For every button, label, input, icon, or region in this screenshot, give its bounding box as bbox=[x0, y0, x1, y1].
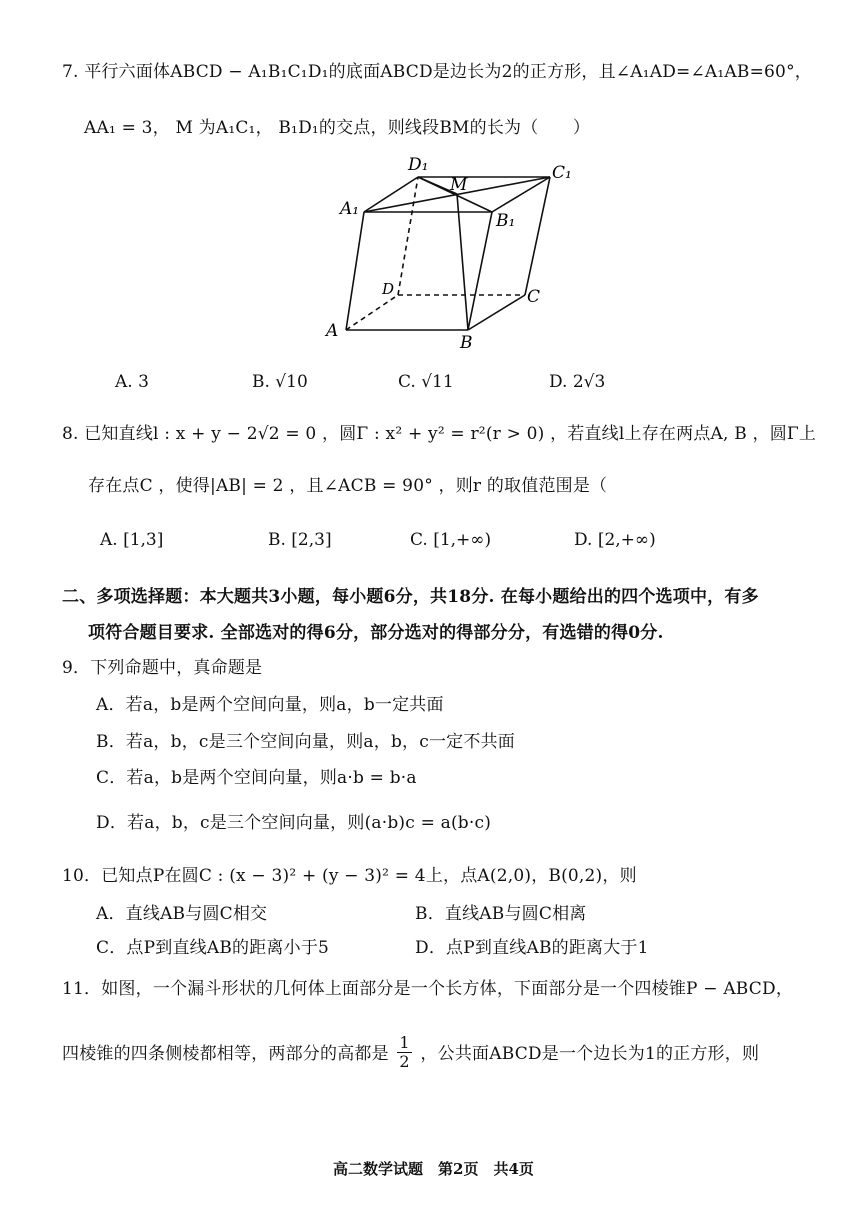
q8-option-b: B. [2,3] bbox=[268, 530, 332, 550]
q8-line2: 存在点C ，使得|AB| = 2 ，且∠ACB = 90° ，则r 的取值范围是（ bbox=[88, 476, 608, 496]
page-footer: 高二数学试题 第2页 共4页 bbox=[333, 1160, 534, 1178]
section2-line1: 二、多项选择题：本大题共3小题，每小题6分，共18分. 在每小题给出的四个选项中，有多 bbox=[62, 587, 759, 607]
q7-option-b: B. √10 bbox=[252, 372, 308, 392]
label-A1: A₁ bbox=[340, 199, 360, 219]
q7-option-c: C. √11 bbox=[398, 372, 454, 392]
q8-option-d: D. [2,+∞) bbox=[574, 530, 656, 550]
label-D1: D₁ bbox=[408, 155, 429, 175]
q10-option-a: A．直线AB与圆C相交 bbox=[96, 904, 268, 924]
q8-line1: 8. 已知直线l : x + y − 2√2 = 0 ，圆Γ : x² + y² = r²(r > 0) ，若直线l上存在两点A, B ，圆Γ上 bbox=[62, 424, 817, 444]
q7-line2: AA₁ = 3， M 为A₁C₁， B₁D₁的交点，则线段BM的长为（ ） bbox=[84, 118, 591, 138]
q11-line2-end: ，公共面ABCD是一个边长为1的正方形，则 bbox=[420, 1044, 760, 1064]
parallelepiped-figure bbox=[320, 150, 580, 360]
q9-stem: 9．下列命题中，真命题是 bbox=[62, 658, 263, 678]
edge-AA1 bbox=[346, 212, 364, 330]
q8-option-c: C. [1,+∞) bbox=[410, 530, 492, 550]
q7-line1: 7. 平行六面体ABCD − A₁B₁C₁D₁的底面ABCD是边长为2的正方形，且∠A₁AD=∠A₁AB=60°， bbox=[62, 62, 812, 82]
q9-option-b: B．若a，b，c是三个空间向量，则a，b，c一定不共面 bbox=[96, 732, 515, 752]
edge-DD1 bbox=[398, 177, 418, 295]
q8-option-a: A. [1,3] bbox=[100, 530, 164, 550]
label-C: C bbox=[527, 287, 541, 307]
q10-stem: 10．已知点P在圆C : (x − 3)² + (y − 3)² = 4上，点A(2,0)，B(0,2)，则 bbox=[62, 866, 637, 886]
edge-AD bbox=[346, 295, 398, 330]
label-B: B bbox=[460, 333, 473, 353]
q11-line1: 11．如图，一个漏斗形状的几何体上面部分是一个长方体，下面部分是一个四棱锥P − ABCD， bbox=[62, 979, 794, 999]
q11-line2 bbox=[62, 1033, 760, 1073]
label-C1: C₁ bbox=[552, 163, 572, 183]
label-M: M bbox=[450, 175, 468, 195]
q10-option-d: D．点P到直线AB的距离大于1 bbox=[415, 938, 649, 958]
height-fraction bbox=[397, 1034, 411, 1071]
fraction-numerator: 1 bbox=[399, 1033, 410, 1052]
label-B1: B₁ bbox=[496, 211, 516, 231]
q9-option-c: C．若a，b是两个空间向量，则a·b = b·a bbox=[96, 768, 417, 788]
edge-CC1 bbox=[525, 177, 550, 295]
q11-line2-start: 四棱锥的四条侧棱都相等，两部分的高都是 bbox=[62, 1044, 389, 1064]
label-D: D bbox=[382, 280, 395, 298]
q7-option-a: A. 3 bbox=[115, 372, 149, 392]
q10-option-c: C．点P到直线AB的距离小于5 bbox=[96, 938, 330, 958]
q9-option-a: A．若a，b是两个空间向量，则a，b一定共面 bbox=[96, 695, 444, 715]
segment-BM bbox=[457, 194, 468, 330]
section2-line2: 项符合题目要求. 全部选对的得6分，部分选对的得部分分，有选错的得0分. bbox=[88, 623, 664, 643]
edge-BC bbox=[468, 295, 525, 330]
fraction-denominator: 2 bbox=[399, 1052, 410, 1071]
q7-option-d: D. 2√3 bbox=[549, 372, 606, 392]
q9-option-d: D．若a，b，c是三个空间向量，则(a·b)c = a(b·c) bbox=[96, 813, 492, 833]
label-A: A bbox=[326, 321, 339, 341]
edge-BB1 bbox=[468, 212, 492, 330]
q10-option-b: B．直线AB与圆C相离 bbox=[415, 904, 587, 924]
